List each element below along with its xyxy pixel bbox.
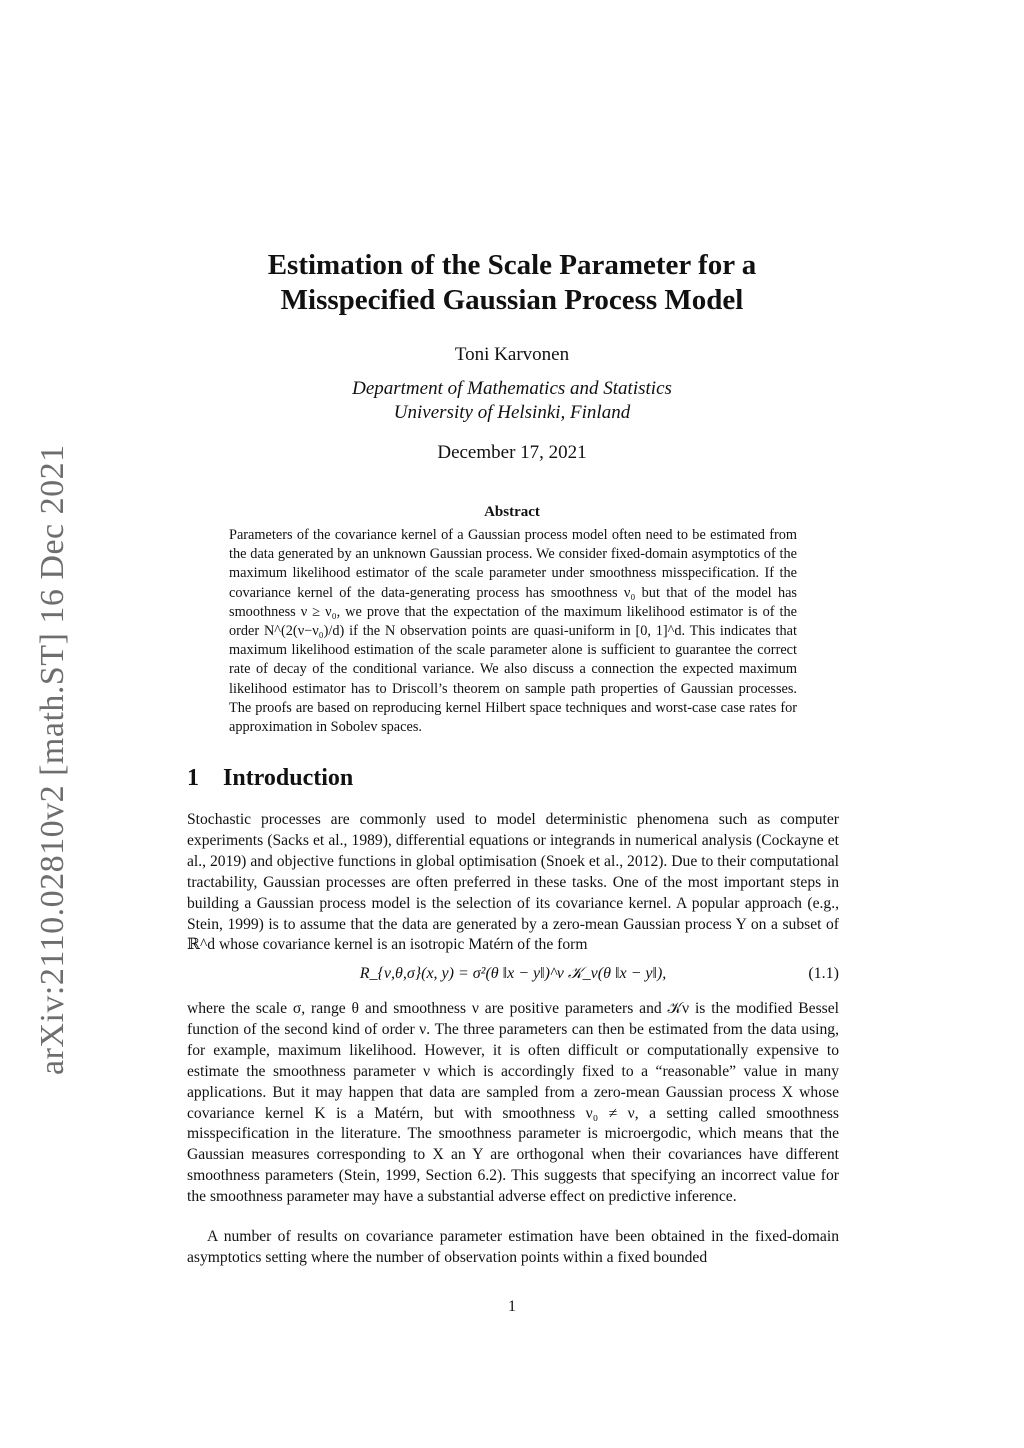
intro-paragraph-2: where the scale σ, range θ and smoothness ν are positive parameters and 𝒦ν is the modified Bessel function of the second kind of order ν. The three parameters can then be estimated from the data using, for example, maximum likelihood. However, it is often difficult or computationally expensive to estimate the smoothness parameter ν which is accordingly fixed to a “reasonable” value in many applications. But it may happen that data are sampled from a zero-mean Gaussian process X whose covariance kernel K is a Matérn, but with smoothness ν₀ ≠ ν, a setting called smoothness misspecification in the literature. The smoothness parameter is microergodic, which means that the Gaussian measures corresponding to X an Y are orthogonal when their covariances have different smoothness parameters (Stein, 1999, Section 6.2). This suggests that specifying an incorrect value for the smoothness parameter may have a substantial adverse effect on predictive inference. bbox=[187, 1000, 839, 1206]
equation-formula: R_{ν,θ,σ}(x, y) = σ²(θ ‖x − y‖)^ν 𝒦_ν(θ ‖x − y‖), bbox=[359, 965, 667, 982]
paper-title bbox=[150, 248, 874, 318]
affiliation bbox=[150, 377, 874, 425]
abstract-text: Parameters of the covariance kernel of a Gaussian process model often need to be estimated from the data generated by an unknown Gaussian process. We consider fixed-domain asymptotics of the maximum likelihood estimator of the scale parameter under smoothness misspecification. If the covariance kernel of the data-generating process has smoothness ν₀ but that of the model has smoothness ν ≥ ν₀, we prove that the expectation of the maximum likelihood estimator is of the order N^(2(ν−ν₀)/d) if the N observation points are quasi-uniform in [0, 1]^d. This indicates that maximum likelihood estimation of the scale parameter alone is sufficient to guarantee the correct rate of decay of the conditional variance. We also discuss a connection the expected maximum likelihood estimator has to Driscoll’s theorem on sample path properties of Gaussian processes. The proofs are based on reproducing kernel Hilbert space techniques and worst-case case rates for approximation in Sobolev spaces. bbox=[229, 527, 797, 736]
equation-number: (1.1) bbox=[808, 965, 839, 982]
author-name: Toni Karvonen bbox=[454, 344, 570, 365]
affiliation-line-2: University of Helsinki, Finland bbox=[393, 402, 631, 423]
equation-1-1 bbox=[187, 965, 839, 989]
page-number: 1 bbox=[508, 1298, 516, 1315]
section-title: Introduction bbox=[223, 765, 354, 791]
intro-paragraph-3: A number of results on covariance parameter estimation have been obtained in the fixed-domain asymptotics setting where the number of observation points within a fixed bounded bbox=[187, 1228, 839, 1266]
title-line-1: Estimation of the Scale Parameter for a bbox=[267, 249, 757, 281]
affiliation-line-1: Department of Mathematics and Statistics bbox=[352, 378, 672, 399]
paper-date: December 17, 2021 bbox=[437, 442, 587, 463]
arxiv-stamp: arXiv:2110.02810v2 [math.ST] 16 Dec 2021 bbox=[34, 444, 71, 1075]
section-heading bbox=[187, 765, 847, 792]
section-number: 1 bbox=[187, 765, 199, 791]
title-line-2: Misspecified Gaussian Process Model bbox=[280, 284, 744, 316]
abstract-heading: Abstract bbox=[484, 504, 540, 520]
intro-paragraph-1: Stochastic processes are commonly used to model deterministic phenomena such as computer experiments (Sacks et al., 1989), differential equations or integrands in numerical analysis (Cockayne et al., 2019) and objective functions in global optimisation (Snoek et al., 2012). Due to their computational tractability, Gaussian processes are often preferred in these tasks. One of the most important steps in building a Gaussian process model is the selection of its covariance kernel. A popular approach (e.g., Stein, 1999) is to assume that the data are generated by a zero-mean Gaussian process Y on a subset of ℝ^d whose covariance kernel is an isotropic Matérn of the form bbox=[187, 811, 839, 954]
